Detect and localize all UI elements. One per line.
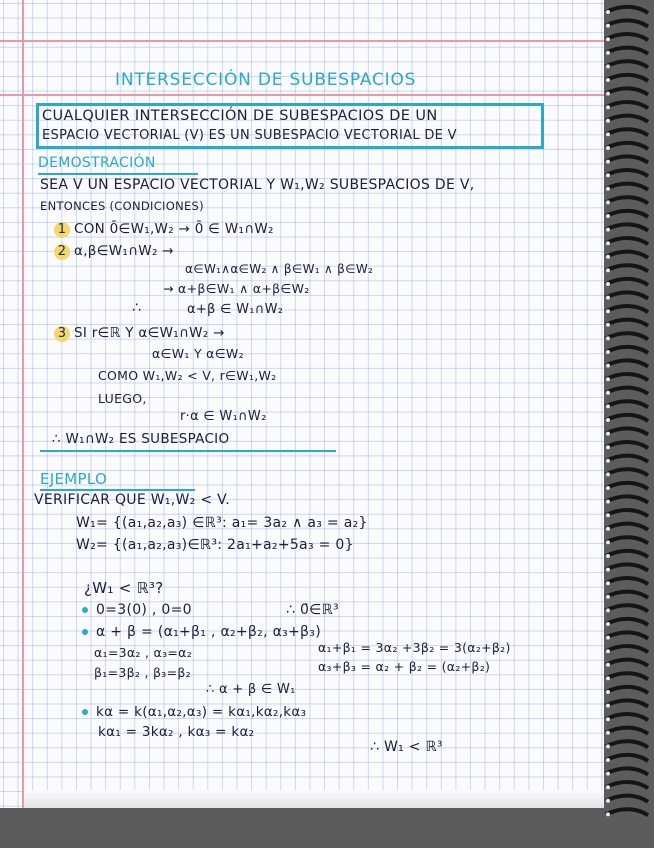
punch-hole <box>606 105 610 109</box>
punch-hole <box>606 568 610 572</box>
punch-hole <box>606 51 610 55</box>
punch-hole <box>606 785 610 789</box>
theorem-line: CUALQUIER INTERSECCIÓN DE SUBESPACIOS DE UN <box>42 108 438 124</box>
punch-hole <box>606 64 610 68</box>
page-shadow <box>24 790 604 808</box>
demo-line: SEA V UN ESPACIO VECTORIAL Y W₁,W₂ SUBESPACIOS DE V, <box>40 177 475 193</box>
punch-hole <box>606 282 610 286</box>
punch-hole <box>606 649 610 653</box>
punch-hole <box>606 500 610 504</box>
section-divider <box>40 450 336 452</box>
punch-hole <box>606 10 610 14</box>
punch-hole <box>606 744 610 748</box>
step-line: α+β ∈ W₁∩W₂ <box>187 302 284 317</box>
step-line: LUEGO, <box>98 391 147 406</box>
punch-hole <box>606 432 610 436</box>
step-1 <box>54 221 274 238</box>
punch-hole <box>606 146 610 150</box>
step-line: COMO W₁,W₂ < V, r∈W₁,W₂ <box>98 368 277 383</box>
punch-hole <box>606 731 610 735</box>
bullet-dot <box>82 607 88 613</box>
example-question: ¿W₁ < ℝ³? <box>84 579 164 597</box>
step-text: α,β∈W₁∩W₂ → <box>74 243 174 259</box>
bullet-dot <box>82 709 88 715</box>
punch-hole <box>606 472 610 476</box>
bullet-line <box>82 624 321 640</box>
heading-underline <box>40 489 195 491</box>
step-line: α₃+β₃ = α₂ + β₂ = (α₂+β₂) <box>318 659 491 674</box>
punch-hole <box>606 228 610 232</box>
punch-hole <box>606 772 610 776</box>
example-line: VERIFICAR QUE W₁,W₂ < V. <box>34 492 230 508</box>
spiral-binding <box>604 0 654 848</box>
step-3 <box>54 325 225 342</box>
step-number: 2 <box>54 244 70 260</box>
punch-hole <box>606 336 610 340</box>
punch-hole <box>606 78 610 82</box>
bullet-text: kα = k(α₁,α₂,α₃) = kα₁,kα₂,kα₃ <box>96 704 307 720</box>
punch-hole <box>606 173 610 177</box>
step-line: kα₁ = 3kα₂ , kα₃ = kα₂ <box>98 724 255 740</box>
punch-hole <box>606 676 610 680</box>
step-text: CON 0̄∈W₁,W₂ → 0̄ ∈ W₁∩W₂ <box>74 221 274 237</box>
punch-hole <box>606 214 610 218</box>
punch-hole <box>606 364 610 368</box>
step-line: ∴ α + β ∈ W₁ <box>206 682 296 697</box>
punch-hole <box>606 37 610 41</box>
punch-hole <box>606 581 610 585</box>
punch-hole <box>606 404 610 408</box>
bullet-line <box>82 704 306 720</box>
bullet-text: α + β = (α₁+β₁ , α₂+β₂, α₃+β₃) <box>96 624 321 640</box>
header-line <box>0 94 604 96</box>
punch-hole <box>606 799 610 803</box>
punch-hole <box>606 717 610 721</box>
step-number: 3 <box>54 326 70 342</box>
punch-hole <box>606 418 610 422</box>
heading-underline <box>38 173 198 175</box>
demo-line: ENTONCES (CONDICIONES) <box>40 199 204 213</box>
punch-hole <box>606 187 610 191</box>
punch-hole <box>606 622 610 626</box>
bullet-result: ∴ 0̄∈ℝ³ <box>286 602 339 618</box>
punch-hole <box>606 608 610 612</box>
bullet-line <box>82 602 192 618</box>
punch-hole <box>606 459 610 463</box>
punch-hole <box>606 636 610 640</box>
punch-hole <box>606 241 610 245</box>
step-line: α∈W₁ Y α∈W₂ <box>152 346 244 361</box>
punch-hole <box>606 704 610 708</box>
punch-hole <box>606 377 610 381</box>
punch-hole <box>606 92 610 96</box>
step-line: β₁=3β₂ , β₃=β₂ <box>94 665 191 680</box>
punch-hole <box>606 268 610 272</box>
punch-hole <box>606 527 610 531</box>
punch-hole <box>606 595 610 599</box>
punch-hole <box>606 663 610 667</box>
punch-hole <box>606 132 610 136</box>
punch-hole <box>606 160 610 164</box>
step-line: → α+β∈W₁ ∧ α+β∈W₂ <box>163 281 310 296</box>
punch-hole <box>606 296 610 300</box>
punch-hole <box>606 309 610 313</box>
step-line: α∈W₁∧α∈W₂ ∧ β∈W₁ ∧ β∈W₂ <box>185 262 374 276</box>
punch-hole <box>606 540 610 544</box>
step-line: r·α ∈ W₁∩W₂ <box>180 409 267 424</box>
example-conclusion: ∴ W₁ < ℝ³ <box>370 739 443 755</box>
example-set-w1: W₁= {(a₁,a₂,a₃) ∈ℝ³: a₁= 3a₂ ∧ a₃ = a₂} <box>76 515 368 531</box>
step-2 <box>54 243 174 260</box>
bullet-text: 0=3(0) , 0=0 <box>96 602 192 618</box>
theorem-line: ESPACIO VECTORIAL (V) ES UN SUBESPACIO VECTORIAL DE V <box>42 128 457 143</box>
bullet-dot <box>82 629 88 635</box>
example-set-w2: W₂= {(a₁,a₂,a₃)∈ℝ³: 2a₁+a₂+5a₃ = 0} <box>76 537 354 553</box>
punch-hole <box>606 323 610 327</box>
punch-hole <box>606 119 610 123</box>
therefore-symbol: ∴ <box>132 300 142 316</box>
punch-hole <box>606 554 610 558</box>
punch-hole <box>606 486 610 490</box>
punch-hole <box>606 812 610 816</box>
punch-hole <box>606 690 610 694</box>
punch-hole <box>606 513 610 517</box>
punch-hole <box>606 24 610 28</box>
punch-hole <box>606 200 610 204</box>
step-line: α₁=3α₂ , α₃=α₂ <box>94 645 193 660</box>
demo-heading: DEMOSTRACIÓN <box>38 155 156 171</box>
step-text: SI r∈ℝ Y α∈W₁∩W₂ → <box>74 325 225 341</box>
step-line: α₁+β₁ = 3α₂ +3β₂ = 3(α₂+β₂) <box>318 640 511 655</box>
punch-hole <box>606 445 610 449</box>
demo-conclusion: ∴ W₁∩W₂ ES SUBESPACIO <box>52 431 230 447</box>
punch-hole <box>606 758 610 762</box>
example-heading: EJEMPLO <box>40 470 108 488</box>
page-title: INTERSECCIÓN DE SUBESPACIOS <box>115 70 417 90</box>
step-number: 1 <box>54 222 70 238</box>
header-line <box>0 40 604 42</box>
margin-line <box>22 0 24 808</box>
punch-hole <box>606 350 610 354</box>
punch-hole <box>606 391 610 395</box>
punch-hole <box>606 255 610 259</box>
